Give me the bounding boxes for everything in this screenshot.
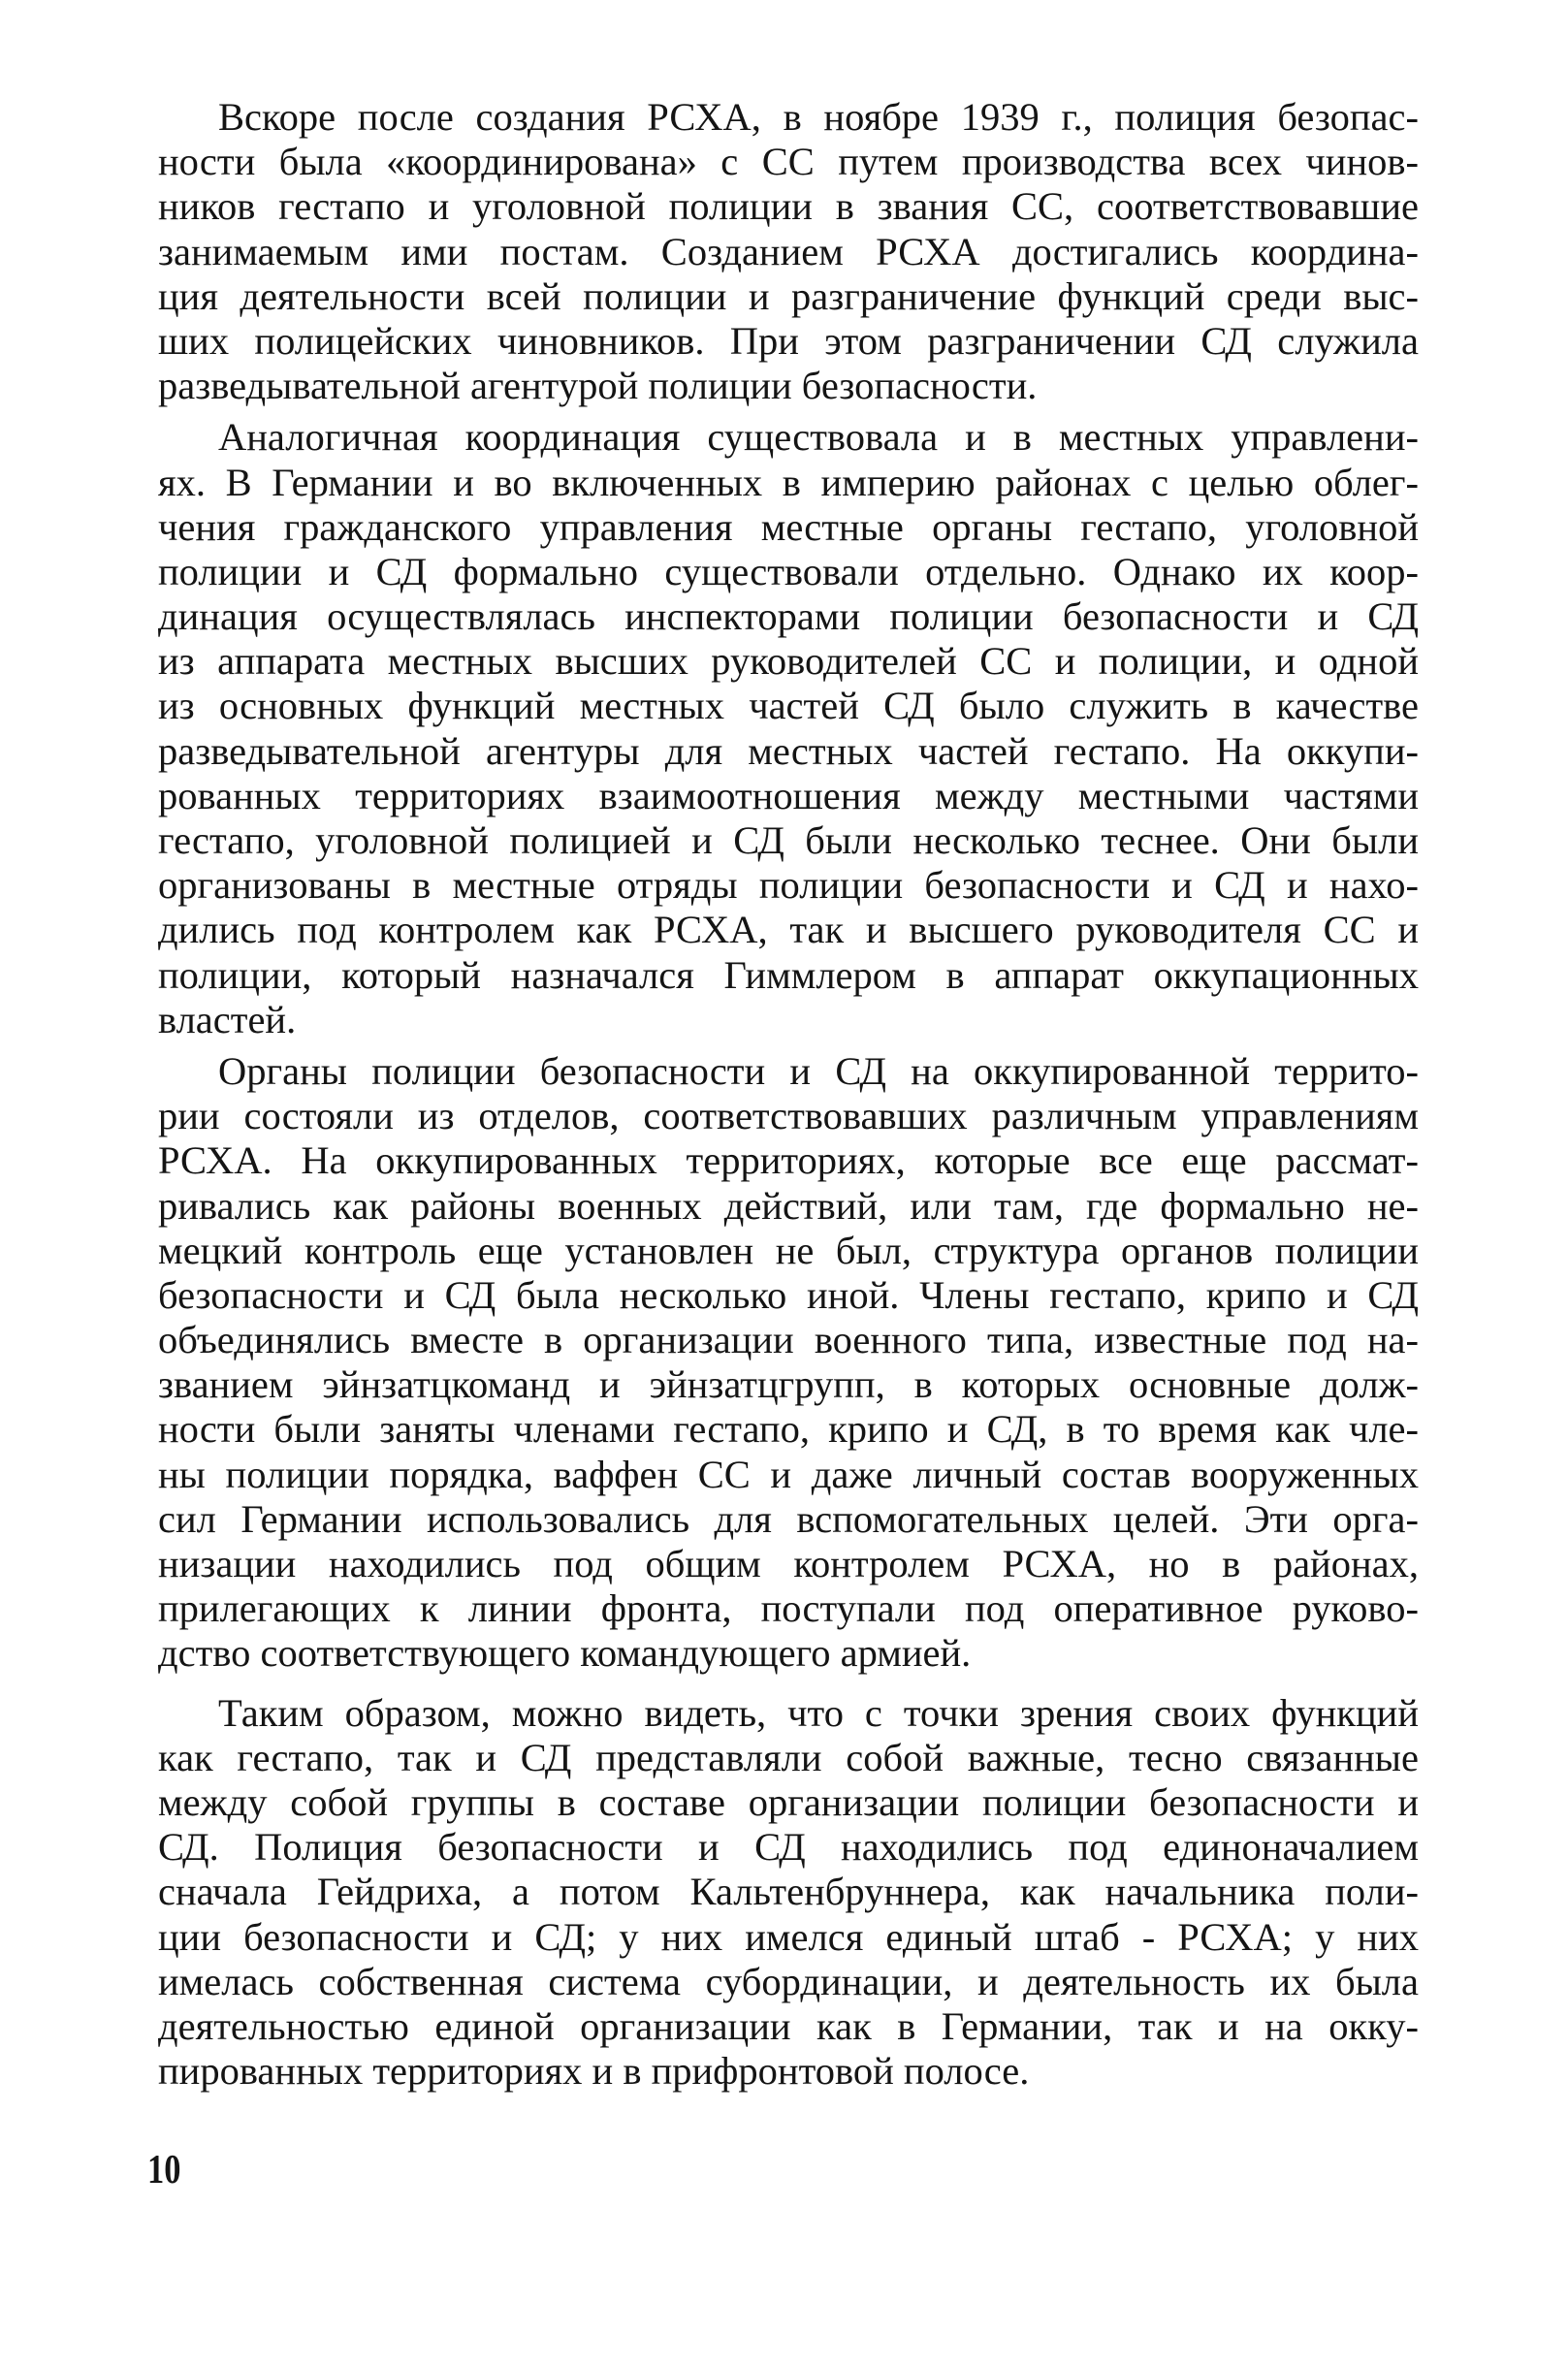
text-line: ях. В Германии и во включенных в империю районах с целью облег- [158,460,1419,504]
text-line: ности были заняты членами гестапо, крипо и СД, в то время как чле- [158,1407,1419,1452]
text-line: из основных функций местных частей СД было служить в качестве [158,684,1419,728]
text-line: разведывательной агентуры для местных частей гестапо. На оккупи- [158,728,1419,773]
text-line: объединялись вместе в организации военного типа, известные под на- [158,1318,1419,1362]
text-line: рованных территориях взаимоотношения между местными частями [158,773,1419,817]
text-line: деятельностью единой организации как в Германии, так и на окку- [158,2003,1419,2048]
text-line: полиции, который назначался Гиммлером в аппарат оккупационных [158,952,1419,997]
text-line: между собой группы в составе организации полиции безопасности и [158,1779,1419,1824]
text-line: полиции и СД формально существовали отдельно. Однако их коор- [158,549,1419,593]
text-line: динация осуществлялась инспекторами полиции безопасности и СД [158,594,1419,639]
text-line: Органы полиции безопасности и СД на оккупированной террито- [218,1048,1419,1093]
paragraph-4 [158,1691,1419,2095]
text-line: разведывательной агентурой полиции безопасности. [158,364,1038,408]
text-line: СД. Полиция безопасности и СД находились под единоначалием [158,1825,1419,1870]
text-line: ших полицейских чиновников. При этом разграничении СД служила [158,318,1419,363]
text-line: имелась собственная система субординации, и деятельность их была [158,1959,1419,2003]
text-line: ции безопасности и СД; у них имелся единый штаб - РСХА; у них [158,1914,1419,1959]
text-line: организованы в местные отряды полиции безопасности и СД и нахо- [158,863,1419,908]
text-line: прилегающих к линии фронта, поступали под оперативное руково- [158,1586,1419,1631]
paragraph-3 [158,1049,1419,1677]
text-line: гестапо, уголовной полицией и СД были несколько теснее. Они были [158,818,1419,862]
text-line: сначала Гейдриха, а потом Кальтенбруннера, как начальника поли- [158,1870,1419,1914]
text-line: Аналогичная координация существовала и в местных управлени- [218,415,1419,460]
text-line: низации находились под общим контролем РСХА, но в районах, [158,1542,1419,1585]
body-text [158,95,1419,2094]
text-line: чения гражданского управления местные органы гестапо, уголовной [158,504,1419,549]
text-line: мецкий контроль еще установлен не был, структура органов полиции [158,1228,1419,1272]
text-line: из аппарата местных высших руководителей СС и полиции, и одной [158,639,1419,684]
text-line: пированных территориях и в прифронтовой полосе. [158,2049,1030,2094]
text-line: дство соответствующего командующего армией. [158,1631,972,1676]
text-line: как гестапо, так и СД представляли собой важные, тесно связанные [158,1735,1419,1779]
text-line: занимаемым ими постам. Созданием РСХА достигались координа- [158,229,1419,273]
text-line: дились под контролем как РСХА, так и высшего руководителя СС и [158,908,1419,952]
text-line: Таким образом, можно видеть, что с точки зрения своих функций [218,1690,1419,1735]
text-line: властей. [158,997,297,1041]
text-line: рии состояли из отделов, соответствовавших различным управлениям [158,1094,1419,1138]
text-line: ности была «координирована» с СС путем производства всех чинов- [158,140,1419,184]
text-line: ников гестапо и уголовной полиции в звания СС, соответствовавшие [158,184,1419,229]
text-line: Вскоре после создания РСХА, в ноябре 1939 г., полиция безопас- [218,95,1419,139]
text-line: ция деятельности всей полиции и разграничение функций среди выс- [158,273,1419,318]
text-line: ны полиции порядка, ваффен СС и даже личный состав вооруженных [158,1452,1419,1496]
paragraph-2 [158,415,1419,1042]
text-line: ривались как районы военных действий, или там, где формально не- [158,1183,1419,1228]
text-line: безопасности и СД была несколько иной. Члены гестапо, крипо и СД [158,1272,1419,1317]
text-line: сил Германии использовались для вспомогательных целей. Эти орга- [158,1496,1419,1541]
paragraph-1 [158,95,1419,408]
page-number: 10 [147,2148,181,2192]
text-line: званием эйнзатцкоманд и эйнзатцгрупп, в которых основные долж- [158,1362,1419,1407]
text-line: РСХА. На оккупированных территориях, которые все еще рассмат- [158,1138,1419,1183]
